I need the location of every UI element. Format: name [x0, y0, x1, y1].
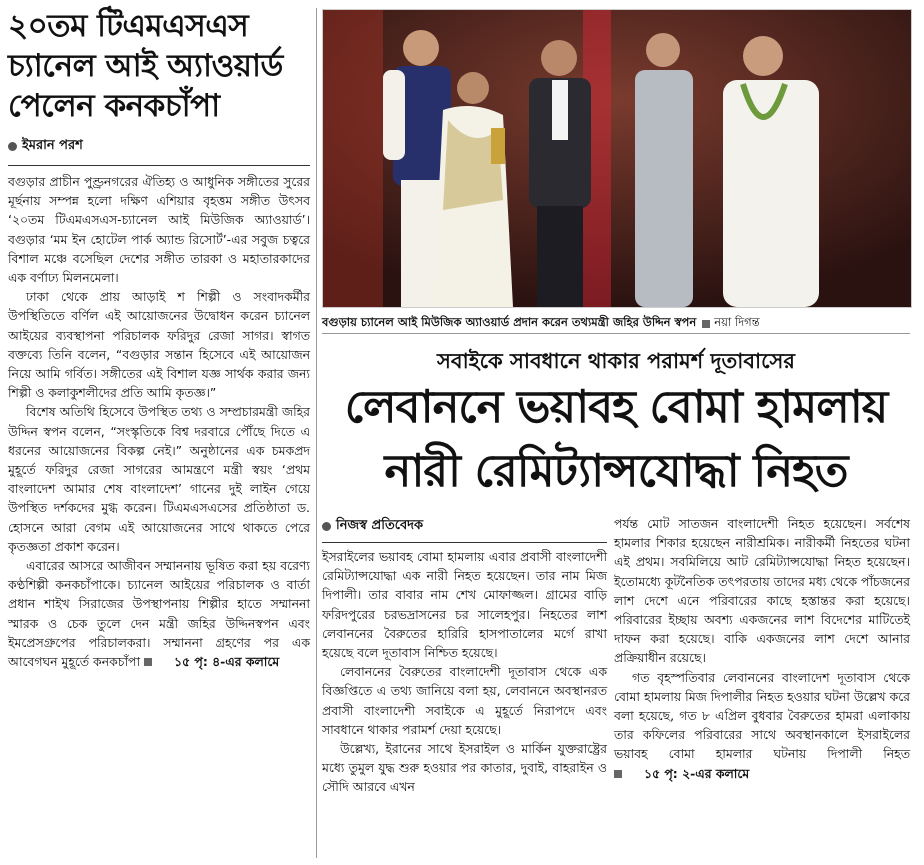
- paragraph: [8, 556, 310, 672]
- headline-line: লেবাননে ভয়াবহ বোমা হামলায়: [344, 380, 888, 433]
- left-story: [8, 6, 310, 672]
- continuation-text: ১৫ পৃ: ৪-এর কলামে: [174, 654, 280, 670]
- main-story-kicker: সবাইকে সাবধানে থাকার পরামর্শ দূতাবাসের: [437, 349, 795, 373]
- award-ceremony-image: [323, 10, 911, 307]
- main-story-headline: [322, 375, 910, 503]
- photo-caption: [322, 314, 910, 333]
- paragraph-text: এবারের আসরে আজীবন সম্মাননায় ভূষিত করা হয় বরেণ্য কণ্ঠশিল্পী কনকচাঁপাকে। চ্যানেল আইয়ের পরিচালক ও বার্তা প্রধান শাইখ সিরাজের উপস্থাপনায় শিল্পীর হাতে সম্মাননা স্মারক ও চেক তুলে দেন মন্ত্রী জহির উদ্দিনস্বপন এবং ইমপ্রেসগ্রুপের পরিচালকরা। সম্মাননা গ্রহণের পর এক আবেগঘন মুহূর্তে কনকচাঁপা: [8, 558, 310, 670]
- paragraph: ঢাকা থেকে প্রায় আড়াই শ শিল্পী ও সংবাদকর্মীর উপস্থিতিতে বর্ণিল এই আয়োজনের উদ্বোধন করেন চ্যানেল আইয়ের ব্যবস্থাপনা পরিচালক ফরিদুর রেজা সাগর। স্বাগত বক্তব্যে তিনি বলেন, “বগুড়ার সন্তান হিসেবে এই আয়োজন নিয়ে আমি গর্বিত। সঙ্গীতের এই বিশাল যজ্ঞ সার্থক করার জন্য শিল্পী ও কলাকুশলীদের প্রতি আমি কৃতজ্ঞ।”: [8, 289, 310, 401]
- main-story-byline: [322, 516, 607, 537]
- main-story-body-1: [322, 547, 607, 797]
- paragraph: উল্লেখ্য, ইরানের সাথে ইসরাইল ও মার্কিন যুক্তরাষ্ট্রের মধ্যে তুমুল যুদ্ধ শুরু হওয়ার পর কাতার, দুবাই, বাহরাইন ও সৌদি আরবে এখন: [322, 741, 607, 795]
- square-icon: [702, 320, 710, 328]
- paragraph: বগুড়ার প্রাচীন পুণ্ড্রনগরের ঐতিহ্য ও আধুনিক সঙ্গীতের সুরের মূর্ছনায় সম্পন্ন হলো দক্ষিণ এশিয়ার বৃহত্তম সঙ্গীত উৎসব ‘২০তম টিএমএসএস-চ্যানেল আই মিউজিক অ্যাওয়ার্ড’। বগুড়ার ‘মম ইন হোটেল পার্ক অ্যান্ড রিসোর্ট’-এর সবুজ চত্বরে বিশাল মঞ্চে বসেছিল দেশের সঙ্গীত তারকা ও মহাতারকাদের এক বর্ণাঢ্য মিলনমেলা।: [8, 174, 310, 286]
- left-story-headline: [8, 6, 310, 126]
- bullet-icon: [322, 522, 331, 531]
- continuation-text: ১৫ পৃ: ২-এর কলামে: [644, 766, 750, 782]
- paragraph: [614, 668, 910, 784]
- column-divider-vertical: [316, 8, 317, 858]
- byline-rule: [322, 542, 607, 543]
- paragraph-text: গত বৃহস্পতিবার লেবাননের বাংলাদেশ দূতাবাস থেকে বোমা হামলায় মিজ দিপালীর নিহত হওয়ার ঘটনা উল্লেখ করে বলা হয়েছে, গত ৮ এপ্রিল বুধবার বৈরুতের হামরা এলাকায় তার কফিলের পরিবারের সাথে অবস্থানকালে ইসরাইলের ভয়াবহ বোমা হামলার ঘটনায় দিপালী নিহত: [614, 669, 910, 762]
- source-text: নয়া দিগন্ত: [714, 315, 760, 329]
- square-icon: [614, 770, 622, 778]
- left-story-body: [8, 172, 310, 672]
- paragraph: ইসরাইলের ভয়াবহ বোমা হামলায় এবার প্রবাসী বাংলাদেশী রেমিট্যান্সযোদ্ধা এক নারী নিহত হয়েছেন। তার নাম মিজ দিপালী। তার বাবার নাম শেখ মোফাজ্জল। গ্রামের বাড়ি ফরিদপুরের চরভদ্রাসনের চর সালেহপুর। নিহতের লাশ লেবাননের বৈরুতের হারিরি হাসপাতালের মর্গে রাখা হয়েছে বলে দূতাবাস নিশ্চিত হয়েছে।: [322, 549, 607, 661]
- headline-line: পেলেন কনকচাঁপা: [8, 88, 220, 124]
- main-story-column-1: [322, 516, 607, 797]
- main-story-body-2: [614, 514, 910, 783]
- byline-rule: [8, 165, 310, 166]
- reporter-name: ইমরান পরশ: [22, 138, 83, 153]
- continuation-link[interactable]: [614, 764, 749, 783]
- reporter-name: নিজস্ব প্রতিবেদক: [336, 518, 424, 533]
- photo-source: [702, 314, 759, 333]
- paragraph: বিশেষ অতিথি হিসেবে উপস্থিত তথ্য ও সম্প্রচারমন্ত্রী জহির উদ্দিন স্বপন বলেন, “সংস্কৃতিকে বিশ্ব দরবারে পৌঁছে দিতে এ ধরনের আয়োজনের বিকল্প নেই।” অনুষ্ঠানের এক চমকপ্রদ মুহূর্তে ফরিদুর রেজা সাগরের আমন্ত্রণে মন্ত্রী স্বয়ং ‘প্রথম বাংলাদেশ আমার শেষ বাংলাদেশ’ গানের দুই লাইন গেয়ে উপস্থিত দর্শকদের মুগ্ধ করেন। টিএমএসএসের প্রতিষ্ঠাতা ড. হোসনে আরা বেগম এই আয়োজনের সাথে থাকতে পেরে কৃতজ্ঞতা প্রকাশ করেন।: [8, 404, 310, 554]
- caption-text: বগুড়ায় চ্যানেল আই মিউজিক অ্যাওয়ার্ড প্রদান করেন তথ্যমন্ত্রী জহির উদ্দিন স্বপন: [322, 315, 697, 329]
- award-photo: [322, 9, 912, 308]
- continuation-link[interactable]: [144, 652, 279, 671]
- caption-divider: [322, 333, 910, 334]
- headline-line: চ্যানেল আই অ্যাওয়ার্ড: [8, 48, 283, 84]
- main-story-column-2: [614, 514, 910, 783]
- headline-line: নারী রেমিট্যান্সযোদ্ধা নিহত: [384, 444, 848, 497]
- bullet-icon: [8, 142, 17, 151]
- paragraph: পর্যন্ত মোট সাতজন বাংলাদেশী নিহত হয়েছেন। সর্বশেষ হামলার শিকার হয়েছেন নারীশ্রমিক। নারীকর্মী নিহতের ঘটনা এই প্রথম। সবমিলিয়ে আট রেমিট্যান্সযোদ্ধা নিহত হয়েছেন। ইতোমধ্যে কূটনৈতিক তৎপরতায় তাদের মধ্য থেকে পাঁচজনের লাশ দেশে এনে পরিবারের কাছে হস্তান্তর করা হয়েছে। পরিবারের ইচ্ছায় অবশ্য একজনের লাশ বিদেশের মাটিতেই দাফন করা হয়েছে। বাকি একজনের লাশ দেশে আনার প্রক্রিয়াধীন রয়েছে।: [614, 516, 910, 666]
- left-story-byline: [8, 136, 310, 157]
- square-icon: [144, 658, 152, 666]
- headline-line: ২০তম টিএমএসএস: [8, 8, 249, 44]
- paragraph: লেবাননের বৈরুতের বাংলাদেশী দূতাবাস থেকে এক বিজ্ঞপ্তিতে এ তথ্য জানিয়ে বলা হয়, লেবাননে অবস্থানরত প্রবাসী বাংলাদেশী সবাইকে এ মুহূর্তে নিরাপদে এবং সাবধানে থাকার পরামর্শ দেয়া হয়েছে।: [322, 664, 607, 737]
